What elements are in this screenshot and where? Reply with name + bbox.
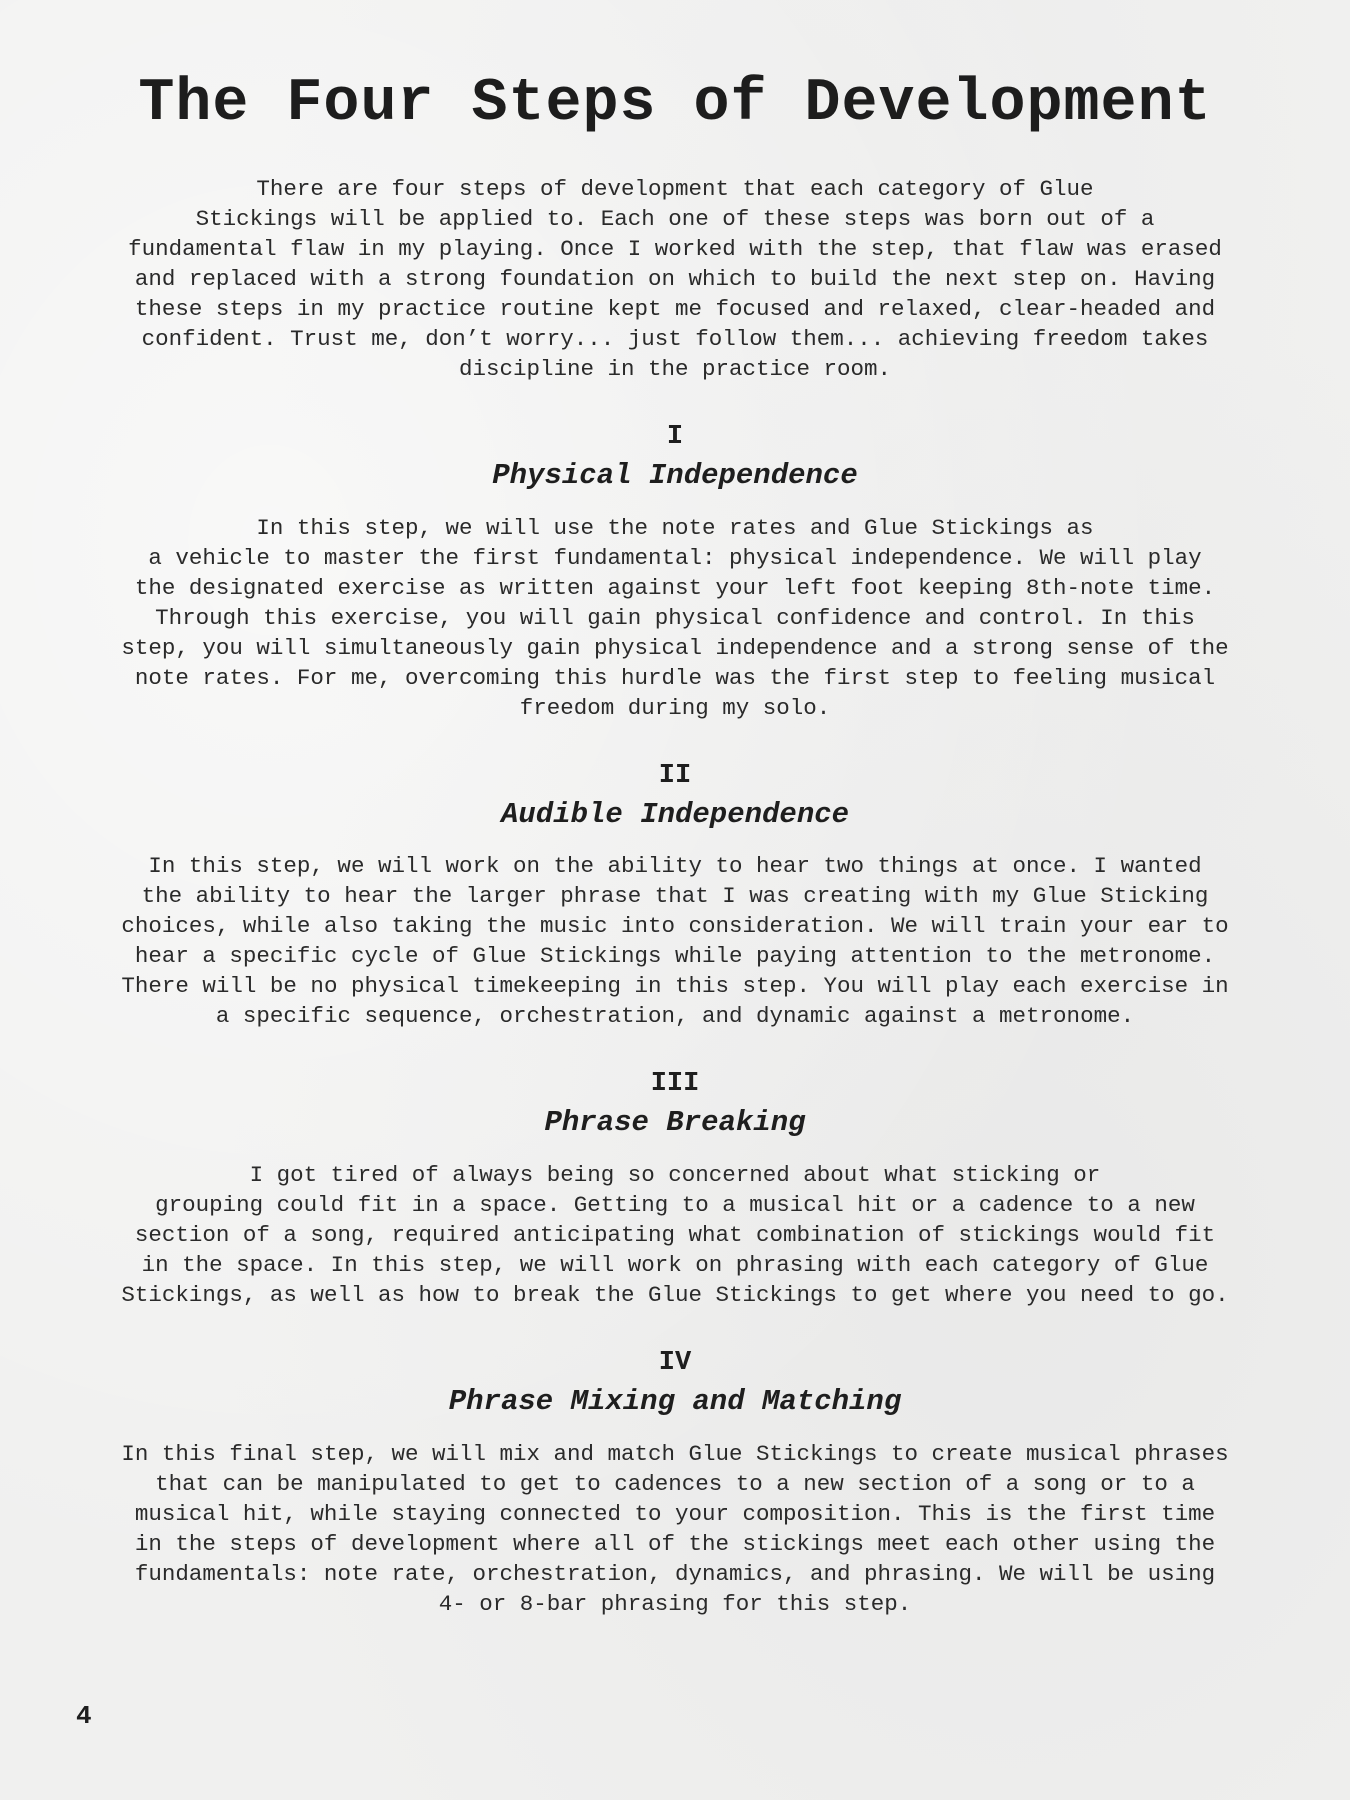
- step-1-line: Through this exercise, you will gain physical confidence and control. In this: [155, 605, 1195, 631]
- step-1-heading: Physical Independence: [492, 459, 858, 492]
- step-3-line: section of a song, required anticipating what combination of stickings would fit: [134, 1222, 1216, 1248]
- intro-line: confident. Trust me, don’t worry... just follow them... achieving freedom takes: [141, 326, 1209, 352]
- intro-line: and replaced with a strong foundation on which to build the next step on. Having: [134, 266, 1216, 292]
- step-1-line: freedom during my solo.: [519, 695, 831, 721]
- page-number: 4: [76, 1701, 92, 1731]
- step-3-paragraph: [60, 1160, 1290, 1310]
- intro-line: discipline in the practice room.: [458, 356, 892, 382]
- step-2-numeral: II: [658, 761, 692, 791]
- step-2-line: In this step, we will work on the ability to hear two things at once. I wanted: [148, 853, 1202, 879]
- step-4-line: 4- or 8-bar phrasing for this step.: [438, 1591, 912, 1617]
- step-2-line: There will be no physical timekeeping in this step. You will play each exercise in: [121, 973, 1229, 999]
- step-3-line: Stickings, as well as how to break the Glue Stickings to get where you need to go.: [121, 1282, 1229, 1308]
- intro-line: these steps in my practice routine kept me focused and relaxed, clear-headed and: [134, 296, 1216, 322]
- step-4-line: In this final step, we will mix and match Glue Stickings to create musical phrases: [121, 1441, 1229, 1467]
- step-2-paragraph: [60, 851, 1290, 1031]
- intro-paragraph: [60, 174, 1290, 384]
- step-4-heading: Phrase Mixing and Matching: [448, 1385, 902, 1418]
- step-2-line: hear a specific cycle of Glue Stickings while paying attention to the metronome.: [134, 943, 1216, 969]
- step-4-line: fundamentals: note rate, orchestration, dynamics, and phrasing. We will be using: [134, 1561, 1216, 1587]
- step-4-numeral: IV: [658, 1348, 692, 1378]
- step-1-line: a vehicle to master the first fundamental: physical independence. We will play: [148, 545, 1202, 571]
- step-2-line: a specific sequence, orchestration, and dynamic against a metronome.: [215, 1003, 1135, 1029]
- step-3-line: in the space. In this step, we will work on phrasing with each category of Glue: [141, 1252, 1209, 1278]
- step-1-line: In this step, we will use the note rates and Glue Stickings as: [256, 515, 1094, 541]
- step-3-heading: Phrase Breaking: [544, 1106, 806, 1139]
- step-3-line: I got tired of always being so concerned about what sticking or: [249, 1162, 1101, 1188]
- intro-line: fundamental flaw in my playing. Once I worked with the step, that flaw was erased: [128, 236, 1222, 262]
- step-1-line: step, you will simultaneously gain physical independence and a strong sense of the: [121, 635, 1229, 661]
- step-4-paragraph: [60, 1439, 1290, 1619]
- step-3-numeral: III: [650, 1069, 700, 1099]
- step-4-line: that can be manipulated to get to cadences to a new section of a song or to a: [155, 1471, 1195, 1497]
- intro-line: There are four steps of development that each category of Glue: [256, 176, 1094, 202]
- step-4-line: in the steps of development where all of the stickings meet each other using the: [134, 1531, 1216, 1557]
- step-2-line: choices, while also taking the music into consideration. We will train your ear to: [121, 913, 1229, 939]
- intro-line: Stickings will be applied to. Each one of these steps was born out of a: [195, 206, 1155, 232]
- step-1-line: the designated exercise as written against your left foot keeping 8th-note time.: [134, 575, 1216, 601]
- step-1-numeral: I: [666, 422, 684, 452]
- step-2-heading: Audible Independence: [500, 798, 850, 831]
- step-2-line: the ability to hear the larger phrase that I was creating with my Glue Sticking: [141, 883, 1209, 909]
- page-title: The Four Steps of Development: [138, 70, 1212, 138]
- step-4-line: musical hit, while staying connected to your composition. This is the first time: [134, 1501, 1216, 1527]
- step-1-paragraph: [60, 513, 1290, 723]
- step-1-line: note rates. For me, overcoming this hurdle was the first step to feeling musical: [134, 665, 1216, 691]
- step-3-line: grouping could fit in a space. Getting to a musical hit or a cadence to a new: [155, 1192, 1195, 1218]
